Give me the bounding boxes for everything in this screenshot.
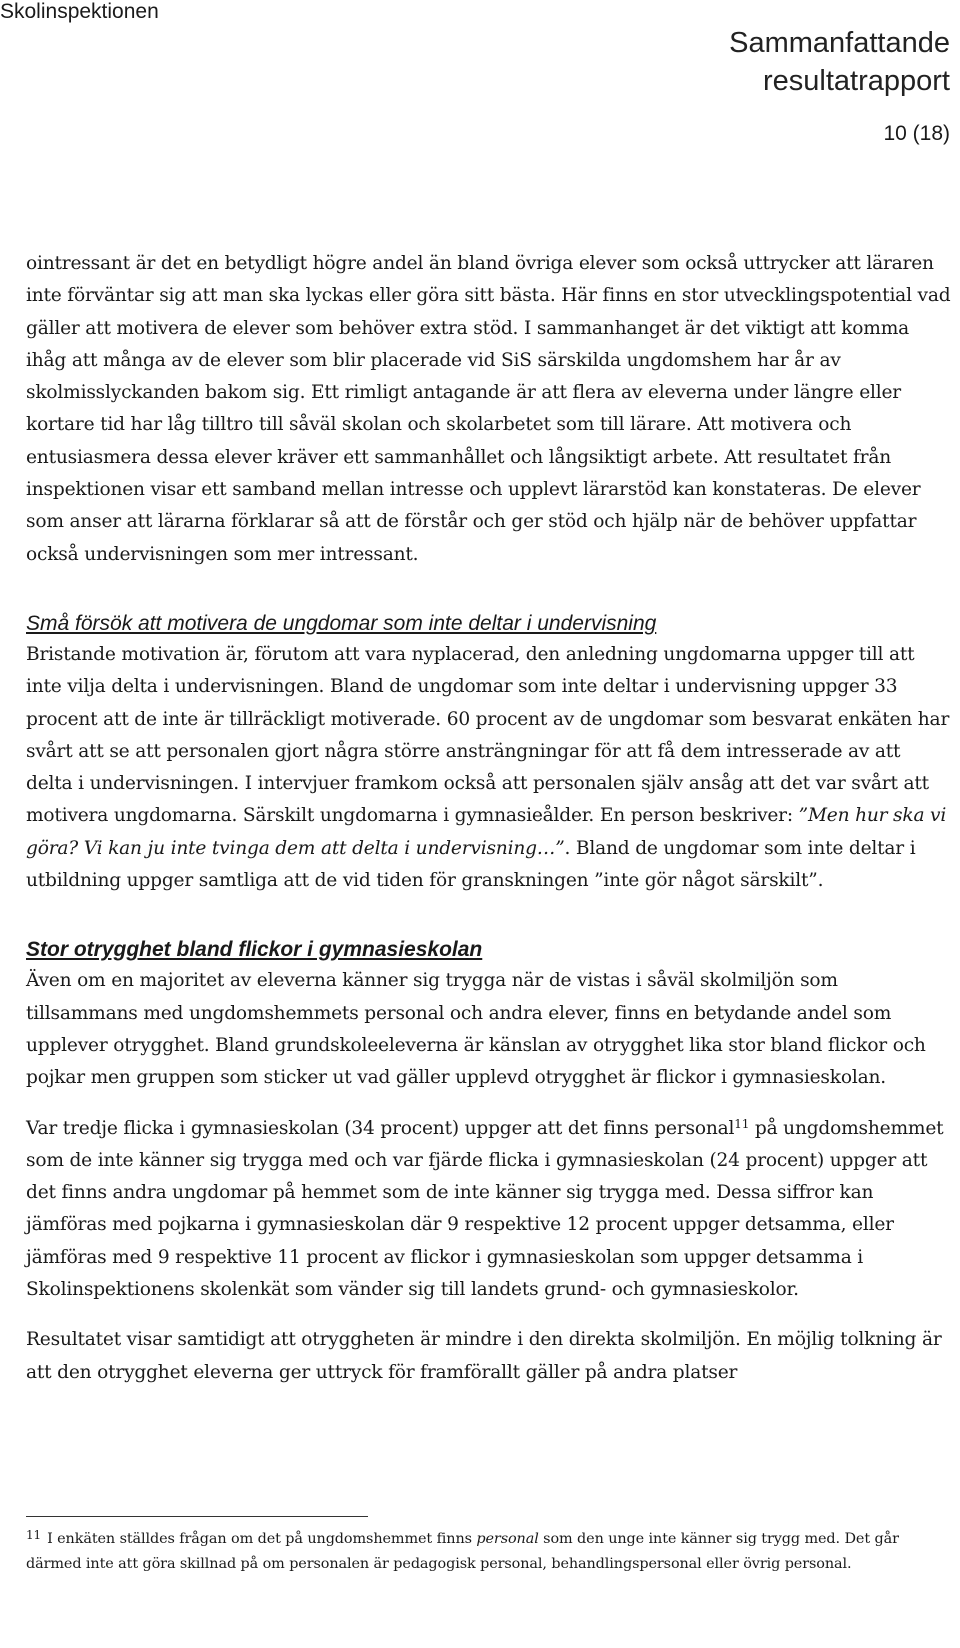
insecurity-text-a: Var tredje flicka i gymnasieskolan (34 procent) uppger att det finns personal [26, 1117, 735, 1139]
report-title-line-1: Sammanfattande [729, 27, 950, 59]
main-content [26, 248, 951, 1389]
footnote-divider [26, 1516, 368, 1517]
insecurity-paragraph-3: Resultatet visar samtidigt att otryggheten är mindre i den direkta skolmiljön. En möjlig tolkning är att den otrygghet eleverna ger uttryck för framförallt gäller på andra platser [26, 1329, 942, 1383]
organization-name: Skolinspektionen [0, 0, 159, 23]
footnote-emphasis: personal [476, 1531, 539, 1547]
intro-paragraph: ointressant är det en betydligt högre andel än bland övriga elever som också uttrycker att läraren inte förväntar sig att man ska lyckas eller göra sitt bästa. Här finns en stor utvecklingspotential vad gäller att motivera de elever som behöver extra stöd. I sammanhanget är det viktigt att komma ihåg att många av de elever som blir placerade vid SiS särskilda ungdomshem har år av skolmisslyckanden bakom sig. Ett rimligt antagande är att flera av eleverna under längre eller kortare tid har låg tilltro till såväl skolan och skolarbetet som till lärare. Att motivera och entusiasmera dessa elever kräver ett sammanhållet och långsiktigt arbete. Att resultatet från inspektionen visar ett samband mellan intresse och upplevt lärarstöd kan konstateras. De elever som anser att lärarna förklarar så att de förstår och ger stöd och hjälp när de behöver uppfattar också undervisningen som mer intressant. [26, 253, 951, 565]
insecurity-paragraph-2 [26, 1113, 951, 1307]
report-title-line-2: resultatrapport [763, 65, 950, 97]
section-heading-insecurity: Stor otrygghet bland flickor i gymnasieskolan [26, 938, 483, 962]
motivation-text-a: Bristande motivation är, förutom att vara nyplacerad, den anledning ungdomarna uppger till att inte vilja delta i undervisningen. Bland de ungdomar som inte deltar i undervisning uppger 33 procent att de inte är tillräckligt motiverade. 60 procent av de ungdomar som besvarat enkäten har svårt att se att personalen gjort några större ansträngningar för att få dem intresserade av att delta i undervisningen. I intervjuer framkom också att personalen själv ansåg att det var svårt att motivera ungdomarna. Särskilt ungdomarna i gymnasieålder. En person beskriver: [26, 643, 950, 827]
insecurity-paragraph-1: Även om en majoritet av eleverna känner sig trygga när de vistas i såväl skolmiljön som tillsammans med ungdomshemmets personal och andra elever, finns en betydande andel som upplever otrygghet. Bland grundskoleeleverna är känslan av otrygghet lika stor bland flickor och pojkar men gruppen som sticker ut vad gäller upplevd otrygghet är flickor i gymnasieskolan. [26, 970, 926, 1089]
footnote-number: 11 [26, 1528, 42, 1542]
footnote [26, 1527, 951, 1577]
footnote-reference[interactable]: 11 [734, 1116, 750, 1131]
footnote-text-b: som den unge inte känner sig trygg med. Det går därmed inte att göra skillnad på om personalen är pedagogisk personal, behandlingspersonal eller övrig personal. [26, 1531, 899, 1572]
section-heading-motivation: Små försök att motivera de ungdomar som inte deltar i undervisning [26, 611, 657, 635]
motivation-text-b: . Bland de ungdomar som inte deltar i utbildning uppger samtliga att de vid tiden för granskningen ”inte gör något särskilt”. [26, 837, 916, 892]
report-header [729, 24, 950, 146]
motivation-quote: ”Men hur ska vi göra? Vi kan ju inte tvinga dem att delta i undervisning…” [26, 805, 947, 859]
footnote-text-a: I enkäten ställdes frågan om det på ungdomshemmet finns [47, 1531, 477, 1547]
insecurity-text-b: på ungdomshemmet som de inte känner sig trygga med och var fjärde flicka i gymnasieskolan (24 procent) uppger att det finns andra ungdomar på hemmet som de inte känner sig trygga med. Dessa siffror kan jämföras med pojkarna i gymnasieskolan där 9 respektive 12 procent uppger detsamma, eller jämföras med 9 respektive 11 procent av flickor i gymnasieskolan som uppger detsamma i Skolinspektionens skolenkät som vänder sig till landets grund- och gymnasieskolor. [26, 1117, 944, 1301]
page-number: 10 (18) [883, 122, 950, 145]
motivation-paragraph [26, 639, 951, 897]
